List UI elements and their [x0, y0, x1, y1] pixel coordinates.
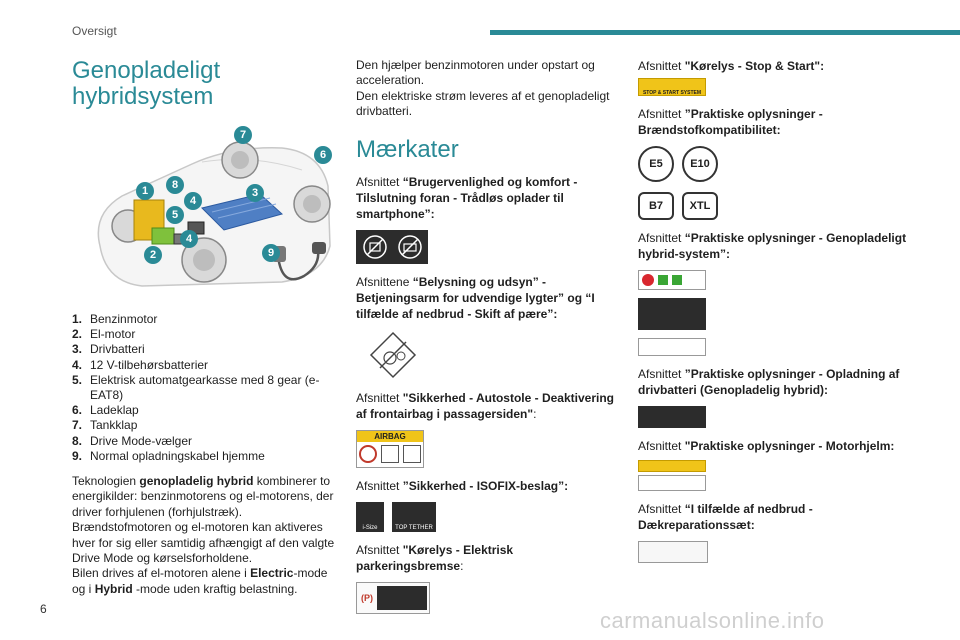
- intro-paragraph: Teknologien genopladelig hybrid kombinerer to energikilder: benzinmotorens og el-motorens, der driver forhjulenen (forhjulstræk).: [72, 474, 334, 519]
- car-cutaway-diagram: [82, 126, 334, 302]
- section-ref-lighting: Afsnittene “Belysning og udsyn” - Betjeningsarm for udvendige lygter” og “I tilfælde af nedbrud - Skift af pære”:: [356, 274, 595, 321]
- fuel-b7-badge: B7: [638, 192, 674, 220]
- parking-brake-label: [356, 582, 430, 614]
- card-prohibited-icon: [397, 234, 423, 260]
- tyre-repair-label: [638, 541, 708, 563]
- section-ref-tyre-repair: Afsnittet “I tilfælde af nedbrud - Dækreparationssæt:: [638, 502, 813, 532]
- legend-item: 9. Normal opladningskabel hjemme: [72, 448, 265, 463]
- hybrid-symbols-label: [638, 338, 706, 356]
- callout-9: 9: [262, 244, 280, 262]
- fuel-xtl-badge: XTL: [682, 192, 718, 220]
- child-seat-icon: [381, 445, 399, 463]
- column-2: [356, 58, 618, 614]
- isize-label: i-Size: [356, 502, 384, 532]
- hazard-icon: [642, 274, 654, 286]
- legend-item: 5. Elektrisk automatgearkasse med 8 gear (e-EAT8): [72, 372, 320, 403]
- callout-4a: 4: [184, 192, 202, 210]
- component-legend: [72, 312, 342, 464]
- section-ref-hybrid-system: Afsnittet “Praktiske oplysninger - Genopladeligt hybrid-system”:: [638, 231, 907, 261]
- top-tether-label: TOP TETHER: [392, 502, 436, 532]
- section-ref-parking-brake: Afsnittet "Kørelys - Elektrisk parkeringsbremse:: [356, 542, 514, 573]
- callout-5: 5: [166, 206, 184, 224]
- section-ref-isofix: Afsnittet ”Sikkerhed - ISOFIX-beslag”:: [356, 478, 569, 493]
- header-accent-bar: [490, 30, 960, 35]
- legend-item: 6. Ladeklap: [72, 403, 139, 418]
- callout-2: 2: [144, 246, 162, 264]
- legend-item: 2. El-motor: [72, 327, 136, 342]
- airbag-label: [356, 430, 424, 468]
- section-ref-fuel: Afsnittet ”Praktiske oplysninger - Brændstofkompatibilitet:: [638, 107, 823, 137]
- legend-item: 1. Benzinmotor: [72, 312, 158, 326]
- section-title: Genopladeligt hybridsystem: [72, 57, 221, 110]
- section-ref-wireless: Afsnittet “Brugervenlighed og komfort - Tilslutning foran - Trådløs oplader til smartphone”:: [356, 174, 578, 221]
- hybrid-info-label: [638, 298, 706, 330]
- legend-item: 8. Drive Mode-vælger: [72, 433, 193, 448]
- running-header: Oversigt: [72, 24, 117, 38]
- section-ref-stop-start: Afsnittet "Kørelys - Stop & Start":: [638, 59, 825, 73]
- wireless-charger-label: [356, 230, 428, 264]
- bonnet-warning-label: [638, 460, 706, 472]
- no-rear-seat-icon: [359, 445, 377, 463]
- callout-8: 8: [166, 176, 184, 194]
- stop-start-label: STOP & START SYSTEM: [638, 78, 706, 96]
- labels-heading: Mærkater: [356, 135, 459, 163]
- callout-1: 1: [136, 182, 154, 200]
- watermark: carmanualsonline.info: [600, 608, 825, 633]
- electric-mode-paragraph: Bilen drives af el-motoren alene i Electric-mode og i Hybrid -mode uden kraftig belastning.: [72, 566, 328, 596]
- drive-mode-paragraph: Brændstofmotoren og el-motoren kan aktiveres hver for sig eller samtidig afhængigt af den valgte Drive Mode og kørselsforholdene.: [72, 520, 335, 566]
- legend-item: 4. 12 V-tilbehørsbatterier: [72, 357, 209, 372]
- battery-icon: [672, 275, 682, 285]
- callout-3: 3: [246, 184, 264, 202]
- callout-6: 6: [314, 146, 332, 164]
- airbag-label-header: AIRBAG: [357, 431, 423, 442]
- hybrid-system-illustration: [82, 126, 334, 302]
- phone-charging-icon: [362, 234, 388, 260]
- callout-4b: 4: [180, 230, 198, 248]
- section-ref-airbag: Afsnittet "Sikkerhed - Autostole - Deaktivering af frontairbag i passagersiden":: [356, 390, 614, 421]
- assist-paragraph: Den hjælper benzinmotoren under opstart og acceleration.: [356, 58, 595, 88]
- callout-7: 7: [234, 126, 252, 144]
- battery-paragraph: Den elektriske strøm leveres af et genopladeligt drivbatteri.: [356, 88, 610, 119]
- column-3: [638, 58, 918, 563]
- bulb-warning-icon: [368, 330, 418, 380]
- column-1: [72, 58, 342, 597]
- parking-brake-icon: (P): [361, 592, 373, 603]
- legend-item: 3. Drivbatteri: [72, 342, 145, 357]
- fuel-e10-badge: E10: [682, 146, 718, 182]
- page-number: 6: [40, 602, 47, 616]
- section-ref-charging: Afsnittet ”Praktiske oplysninger - Opladning af drivbatteri (Genopladelig hybrid):: [638, 367, 900, 397]
- section-ref-bonnet: Afsnittet "Praktiske oplysninger - Motorhjelm:: [638, 439, 895, 453]
- fuel-e5-badge: E5: [638, 146, 674, 182]
- legend-item: 7. Tankklap: [72, 418, 138, 433]
- info-icon: [403, 445, 421, 463]
- charging-label: [638, 406, 706, 428]
- battery-icon: [658, 275, 668, 285]
- bonnet-symbols-label: [638, 475, 706, 491]
- hybrid-warning-label: [638, 270, 706, 290]
